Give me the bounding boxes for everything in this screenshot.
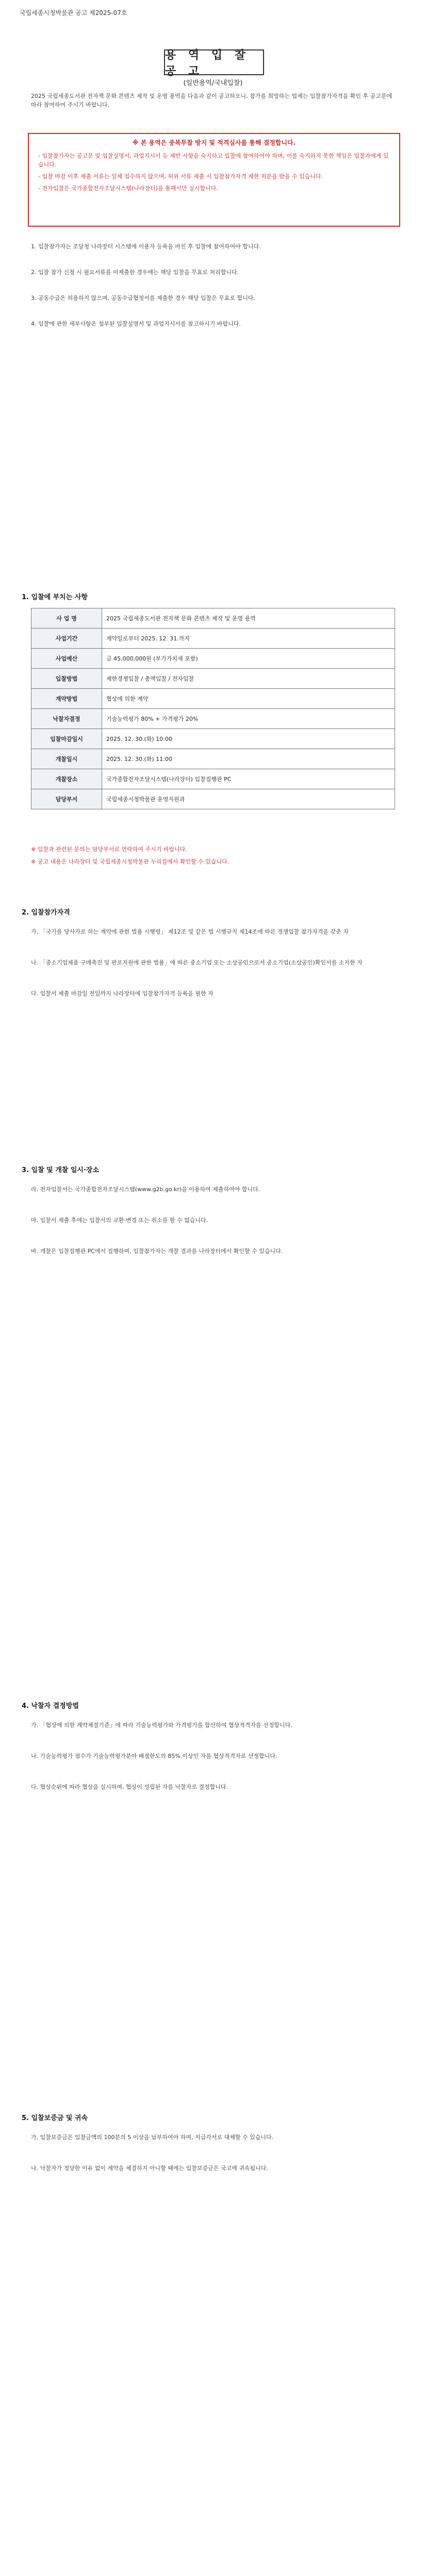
document-title: 용 역 입 찰 공 고: [164, 49, 264, 75]
table-value: 국가종합전자조달시스템(나라장터) 입찰집행관 PC: [102, 769, 395, 789]
sub-item: 다. 협상순위에 따라 협상을 실시하며, 협상이 성립된 자를 낙찰자로 결정합니다.: [31, 1784, 228, 1790]
section-heading: 1. 입찰에 부치는 사항: [22, 594, 88, 601]
table-label: 계약방법: [31, 689, 102, 709]
sub-item: 가. 「협상에 의한 계약체결기준」에 따라 기술능력평가와 가격평가를 합산하여 협상적격자를 선정합니다.: [31, 1722, 292, 1728]
table-label: 사업기간: [31, 629, 102, 649]
note-red: ※ 입찰과 관련된 문의는 담당부서로 연락하여 주시기 바랍니다.: [31, 846, 187, 853]
sub-item: 라. 전자입찰서는 국가종합전자조달시스템(www.g2b.go.kr)을 이용하여 제출하여야 합니다.: [31, 1186, 260, 1193]
table-row: [31, 709, 395, 729]
sub-item: 가. 「국가를 당사자로 하는 계약에 관한 법률 시행령」 제12조 및 같은 법 시행규칙 제14조에 따른 경쟁입찰 참가자격을 갖춘 자: [31, 928, 349, 935]
body-paragraph: 3. 공동수급은 허용하지 않으며, 공동수급협정서를 제출한 경우 해당 입찰은 무효로 합니다.: [31, 295, 255, 301]
table-row: [31, 729, 395, 749]
warning-heading: ※ 본 용역은 중복투찰 방지 및 적격심사를 통해 결정합니다.: [132, 139, 296, 146]
section-heading: 5. 입찰보증금 및 귀속: [22, 2114, 88, 2122]
table-row: [31, 608, 395, 629]
warning-lines: [38, 151, 390, 193]
warning-box: [28, 133, 400, 227]
sub-item: 나. 낙찰자가 정당한 이유 없이 계약을 체결하지 아니할 때에는 입찰보증금은 국고에 귀속됩니다.: [31, 2165, 268, 2172]
warning-line: - 전자입찰은 국가종합전자조달시스템(나라장터)을 통해서만 실시합니다.: [38, 185, 218, 192]
body-paragraph: 2. 입찰 참가 신청 시 필요서류를 미제출한 경우에는 해당 입찰을 무효로 처리합니다.: [31, 269, 239, 276]
table-label: 낙찰자결정: [31, 709, 102, 729]
body-paragraph: 1. 입찰참가자는 조달청 나라장터 시스템에 이용자 등록을 마친 후 입찰에 참여하여야 합니다.: [31, 243, 261, 250]
section-heading: 3. 입찰 및 개찰 일시·장소: [22, 1166, 100, 1174]
table-value: 2025 국립세종도서관 전자책 문화 콘텐츠 제작 및 운영 용역: [102, 608, 395, 629]
table-label: 입찰방법: [31, 669, 102, 689]
table-value: 2025. 12. 30.(화) 11:00: [102, 749, 395, 769]
warning-line: - 입찰 마감 이후 제출 서류는 일체 접수하지 않으며, 허위 서류 제출 시 입찰참가자격 제한 처분을 받을 수 있습니다.: [38, 173, 323, 180]
table-row: [31, 649, 395, 669]
table-row: [31, 789, 395, 809]
document-subtitle: (일반용역/국내입찰): [183, 79, 243, 87]
table-row: [31, 669, 395, 689]
section-heading: 2. 입찰참가자격: [22, 909, 70, 917]
table-row: [31, 629, 395, 649]
table-row: [31, 749, 395, 769]
table-label: 사 업 명: [31, 608, 102, 629]
body-paragraph: 4. 입찰에 관한 세부사항은 첨부된 입찰설명서 및 과업지시서를 참고하시기 바랍니다.: [31, 320, 241, 327]
info-table: [31, 608, 395, 809]
table-value: 제한경쟁입찰 / 총액입찰 / 전자입찰: [102, 669, 395, 689]
table-label: 개찰장소: [31, 769, 102, 789]
notice-number: 국립세종시청박물관 공고 제2025-07호: [20, 9, 127, 16]
table-label: 개찰일시: [31, 749, 102, 769]
table-value: 기술능력평가 80% + 가격평가 20%: [102, 709, 395, 729]
table-row: [31, 689, 395, 709]
sub-item: 나. 기술능력평가 점수가 기술능력평가분야 배점한도의 85% 이상인 자를 협상적격자로 선정합니다.: [31, 1753, 277, 1759]
sub-item: 바. 개찰은 입찰집행관 PC에서 집행하며, 입찰참가자는 개찰 결과를 나라장터에서 확인할 수 있습니다.: [31, 1248, 283, 1255]
sub-item: 나. 「중소기업제품 구매촉진 및 판로지원에 관한 법률」에 따른 중소기업 또는 소상공인으로서 중소기업(소상공인)확인서를 소지한 자: [31, 959, 363, 966]
table-label: 담당부서: [31, 789, 102, 809]
warning-line: - 입찰참가자는 공고문 및 입찰설명서, 과업지시서 등 제반 사항을 숙지하고 입찰에 참여하여야 하며, 이를 숙지하지 못한 책임은 입찰자에게 있습니다.: [38, 152, 389, 168]
intro-paragraph: 2025 국립세종도서관 전자책 문화 콘텐츠 제작 및 운영 용역을 다음과 같이 공고하오니, 참가를 희망하는 업체는 입찰참가자격을 확인 후 공고문에 따라 참여하여 주시기 바랍니다.: [31, 93, 392, 108]
section-heading: 4. 낙찰자 결정방법: [22, 1702, 79, 1710]
table-value: 협상에 의한 계약: [102, 689, 395, 709]
table-label: 입찰마감일시: [31, 729, 102, 749]
table-value: 2025. 12. 30.(화) 10:00: [102, 729, 395, 749]
table-row: [31, 769, 395, 789]
sub-item: 다. 입찰서 제출 마감일 전일까지 나라장터에 입찰참가자격 등록을 필한 자: [31, 990, 214, 997]
table-label: 사업예산: [31, 649, 102, 669]
sub-item: 가. 입찰보증금은 입찰금액의 100분의 5 이상을 납부하여야 하며, 지급각서로 대체할 수 있습니다.: [31, 2134, 274, 2141]
sub-item: 마. 입찰서 제출 후에는 입찰서의 교환·변경 또는 취소를 할 수 없습니다.: [31, 1217, 208, 1224]
note-red: ※ 공고 내용은 나라장터 및 국립세종시청박물관 누리집에서 확인할 수 있습니다.: [31, 858, 230, 865]
table-value: 계약일로부터 2025. 12. 31.까지: [102, 629, 395, 649]
table-value: 금 45,000,000원 (부가가치세 포함): [102, 649, 395, 669]
table-value: 국립세종시청박물관 운영지원과: [102, 789, 395, 809]
